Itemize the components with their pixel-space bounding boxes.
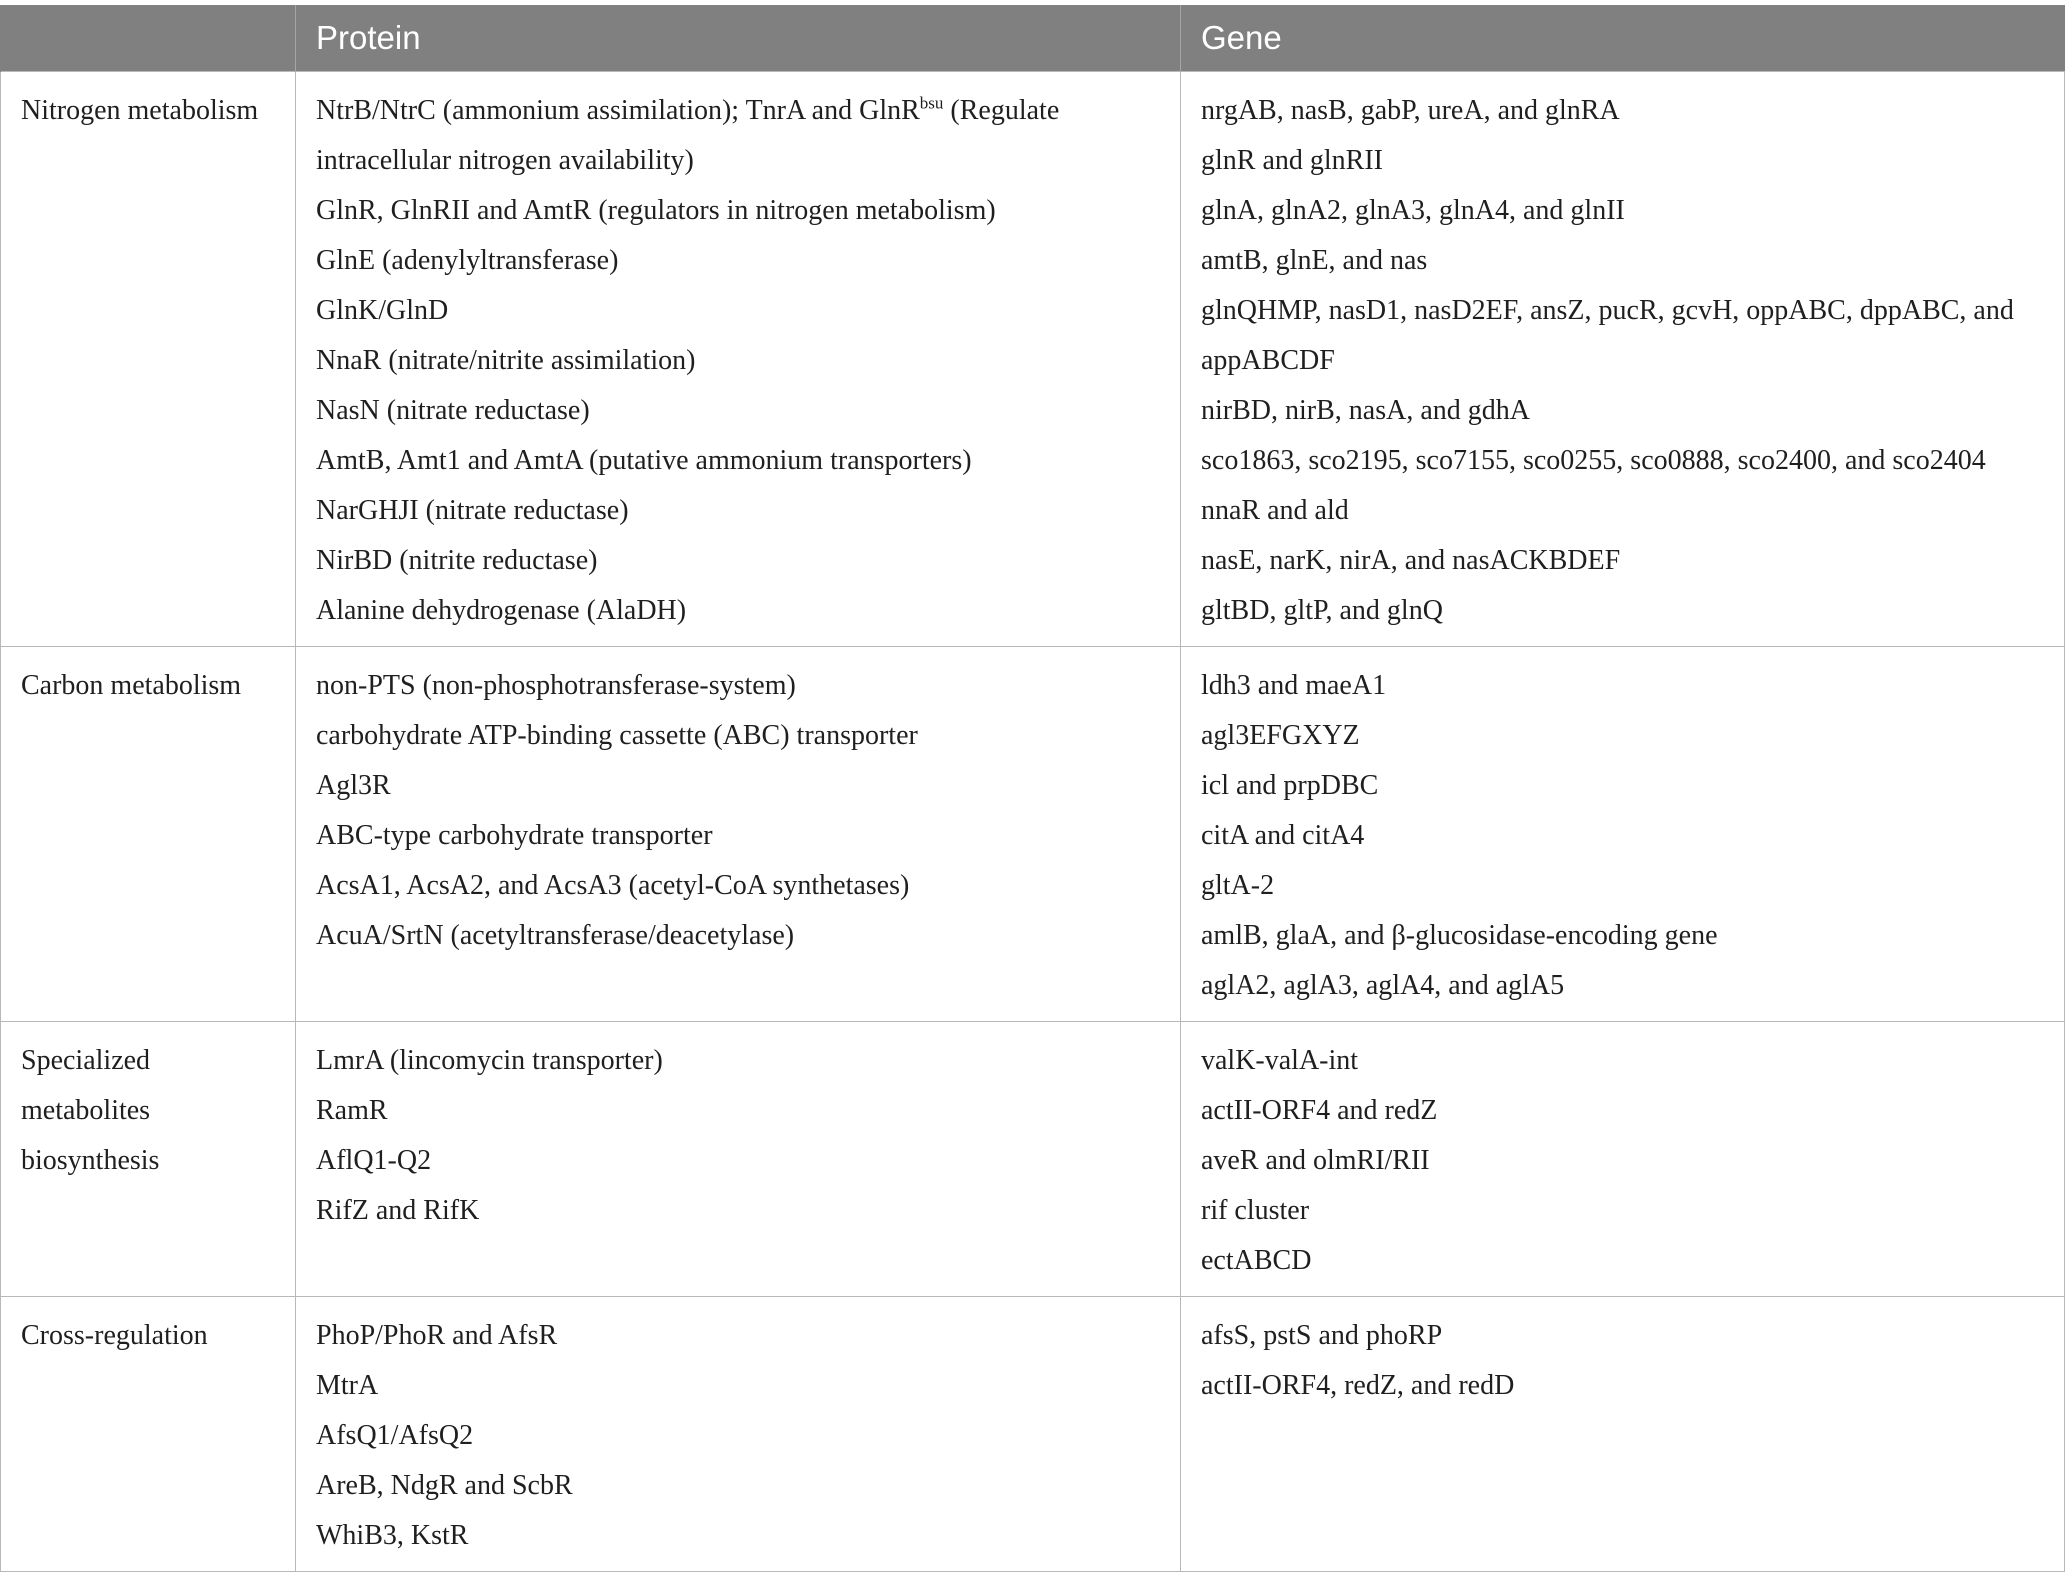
gene-item: citA and citA4 xyxy=(1201,819,1365,851)
gene-item: glnQHMP, nasD1, nasD2EF, ansZ, pucR, gcvH, oppABC, dppABC, and xyxy=(1201,294,2014,326)
protein-item: Agl3R xyxy=(316,769,391,801)
protein-item: AfsQ1/AfsQ2 xyxy=(316,1419,474,1451)
gene-item: glnA, glnA2, glnA3, glnA4, and glnII xyxy=(1201,194,1625,226)
protein-item: AmtB, Amt1 and AmtA (putative ammonium transporters) xyxy=(316,444,972,476)
table-row xyxy=(1,646,2065,1021)
protein-item: carbohydrate ATP-binding cassette (ABC) transporter xyxy=(316,719,918,751)
regulation-table xyxy=(0,5,2065,1572)
header-protein: Protein xyxy=(296,5,1181,71)
protein-item: NnaR (nitrate/nitrite assimilation) xyxy=(316,344,696,376)
gene-item: aglA2, aglA3, aglA4, and aglA5 xyxy=(1201,969,1565,1001)
gene-item: aveR and olmRI/RII xyxy=(1201,1144,1430,1176)
protein-item: NarGHJI (nitrate reductase) xyxy=(316,494,629,526)
gene-item: nirBD, nirB, nasA, and gdhA xyxy=(1201,394,1530,426)
gene-item: ectABCD xyxy=(1201,1244,1312,1276)
gene-item: actII-ORF4, redZ, and redD xyxy=(1201,1369,1515,1401)
protein-item: AreB, NdgR and ScbR xyxy=(316,1469,573,1501)
protein-item: GlnR, GlnRII and AmtR (regulators in nitrogen metabolism) xyxy=(316,194,996,226)
category-cell xyxy=(1,71,296,646)
gene-item: nrgAB, nasB, gabP, ureA, and glnRA xyxy=(1201,94,1620,126)
category-cell xyxy=(1,1021,296,1296)
protein-item: LmrA (lincomycin transporter) xyxy=(316,1044,663,1076)
gene-item: agl3EFGXYZ xyxy=(1201,719,1360,751)
gene-item: valK-valA-int xyxy=(1201,1044,1359,1076)
gene-item: gltBD, gltP, and glnQ xyxy=(1201,594,1443,626)
category-label: Cross-regulation xyxy=(21,1319,208,1351)
gene-item: glnR and glnRII xyxy=(1201,144,1383,176)
protein-cell xyxy=(296,71,1181,646)
protein-item: MtrA xyxy=(316,1369,379,1401)
gene-item: afsS, pstS and phoRP xyxy=(1201,1319,1443,1351)
gene-item: amlB, glaA, and β-glucosidase-encoding gene xyxy=(1201,919,1718,951)
protein-item: NirBD (nitrite reductase) xyxy=(316,544,598,576)
gene-item: actII-ORF4 and redZ xyxy=(1201,1094,1438,1126)
gene-cell xyxy=(1181,1021,2065,1296)
gene-item: gltA-2 xyxy=(1201,869,1275,901)
gene-cell xyxy=(1181,646,2065,1021)
category-cell xyxy=(1,646,296,1021)
protein-item: AcuA/SrtN (acetyltransferase/deacetylase) xyxy=(316,919,795,951)
header-gene: Gene xyxy=(1181,5,2065,71)
protein-item: PhoP/PhoR and AfsR xyxy=(316,1319,558,1351)
category-label: Carbon metabolism xyxy=(21,669,242,701)
protein-item: GlnK/GlnD xyxy=(316,294,449,326)
gene-cell xyxy=(1181,71,2065,646)
gene-item: appABCDF xyxy=(1201,344,1335,376)
gene-item: nasE, narK, nirA, and nasACKBDEF xyxy=(1201,544,1621,576)
protein-cell xyxy=(296,1296,1181,1571)
protein-item: NasN (nitrate reductase) xyxy=(316,394,590,426)
table-row xyxy=(1,1021,2065,1296)
table-row xyxy=(1,1296,2065,1571)
protein-cell xyxy=(296,1021,1181,1296)
protein-item: GlnE (adenylyltransferase) xyxy=(316,244,619,276)
gene-item: nnaR and ald xyxy=(1201,494,1349,526)
protein-item: RifZ and RifK xyxy=(316,1194,480,1226)
header-category xyxy=(1,5,296,71)
protein-item: ABC-type carbohydrate transporter xyxy=(316,819,713,851)
protein-item: AflQ1-Q2 xyxy=(316,1144,432,1176)
protein-item: NtrB/NtrC (ammonium assimilation); TnrA and GlnR$^{bsu}$ (Regulate intracellular nitrogen availability) xyxy=(316,93,1060,176)
protein-item: WhiB3, KstR xyxy=(316,1519,469,1551)
protein-item: Alanine dehydrogenase (AlaDH) xyxy=(316,594,687,626)
protein-cell xyxy=(296,646,1181,1021)
header-row xyxy=(1,5,2065,71)
gene-item: amtB, glnE, and nas xyxy=(1201,244,1428,276)
gene-cell xyxy=(1181,1296,2065,1571)
protein-item: RamR xyxy=(316,1094,388,1126)
gene-item: sco1863, sco2195, sco7155, sco0255, sco0888, sco2400, and sco2404 xyxy=(1201,444,1986,476)
protein-item: non-PTS (non-phosphotransferase-system) xyxy=(316,669,796,701)
protein-item: AcsA1, AcsA2, and AcsA3 (acetyl-CoA synthetases) xyxy=(316,869,910,901)
gene-item: rif cluster xyxy=(1201,1194,1310,1226)
category-label: Specialized metabolites biosynthesis xyxy=(21,1044,160,1176)
category-label: Nitrogen metabolism xyxy=(21,94,259,126)
gene-item: icl and prpDBC xyxy=(1201,769,1379,801)
table-row xyxy=(1,71,2065,646)
gene-item: ldh3 and maeA1 xyxy=(1201,669,1387,701)
category-cell xyxy=(1,1296,296,1571)
